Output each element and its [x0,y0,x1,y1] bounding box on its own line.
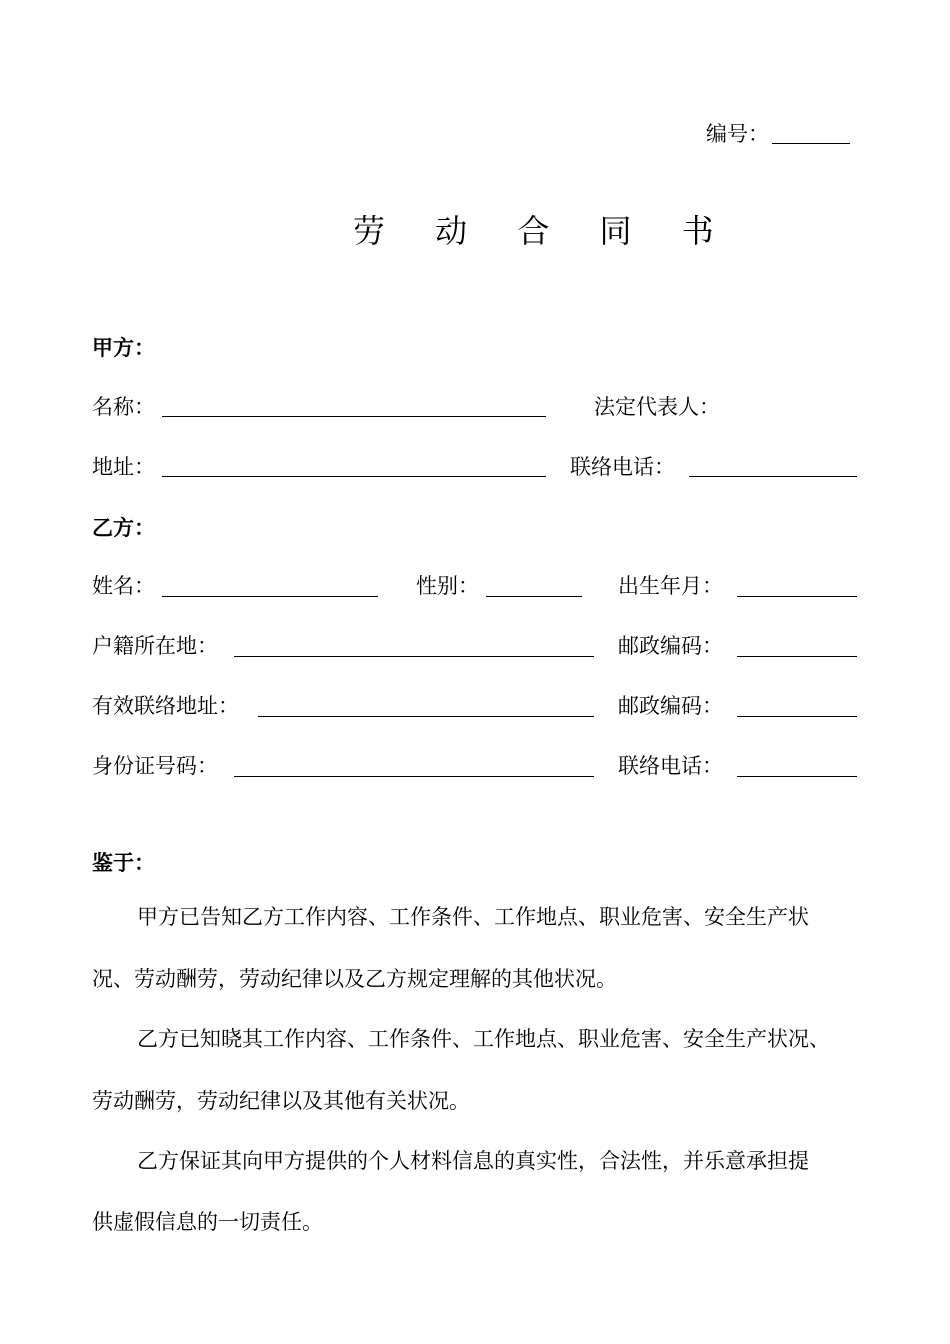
whereas-heading: 鉴于： [92,851,155,875]
party-b-postcode-label-2: 邮政编码： [618,694,723,718]
party-b-hukou-label: 户籍所在地： [92,634,218,658]
whereas-paragraph-3-line-1: 乙方保证其向甲方提供的个人材料信息的真实性，合法性，并乐意承担提 [137,1149,809,1173]
party-b-id-label: 身份证号码： [92,754,218,778]
whereas-paragraph-1-line-2: 况、劳动酬劳，劳动纪律以及乙方规定理解的其他状况。 [92,967,617,991]
party-b-gender-field[interactable] [486,596,582,597]
whereas-paragraph-1-line-1: 甲方已告知乙方工作内容、工作条件、工作地点、职业危害、安全生产状 [137,905,809,929]
party-b-name-field[interactable] [162,596,378,597]
party-b-phone-label: 联络电话： [618,754,723,778]
whereas-paragraph-3-line-2: 供虚假信息的一切责任。 [92,1210,323,1234]
party-b-heading: 乙方： [92,516,155,540]
whereas-paragraph-2-line-2: 劳动酬劳，劳动纪律以及其他有关状况。 [92,1089,470,1113]
party-b-birth-field[interactable] [737,596,857,597]
party-b-postcode-field-2[interactable] [737,716,857,717]
contract-number-label: 编号： [706,122,769,146]
party-a-name-field[interactable] [162,416,546,417]
party-b-hukou-field[interactable] [234,656,594,657]
party-b-contact-address-label: 有效联络地址： [92,694,239,718]
party-a-address-field[interactable] [162,476,546,477]
whereas-paragraph-2-line-1: 乙方已知晓其工作内容、工作条件、工作地点、职业危害、安全生产状况、 [137,1027,830,1051]
party-b-postcode-field-1[interactable] [737,656,857,657]
party-a-heading: 甲方： [92,336,155,360]
document-title: 劳 动 合 同 书 [353,212,734,250]
party-a-legal-rep-label: 法定代表人： [594,395,720,419]
party-a-phone-label: 联络电话： [570,455,675,479]
party-b-name-label: 姓名： [92,574,155,598]
party-a-phone-field[interactable] [689,476,857,477]
party-b-id-field[interactable] [234,776,594,777]
party-b-contact-address-field[interactable] [258,716,594,717]
party-b-birth-label: 出生年月： [618,574,723,598]
party-b-postcode-label-1: 邮政编码： [618,634,723,658]
party-b-gender-label: 性别： [416,574,479,598]
party-b-phone-field[interactable] [737,776,857,777]
party-a-name-label: 名称： [92,395,155,419]
contract-number-field[interactable] [772,143,850,144]
party-a-address-label: 地址： [92,455,155,479]
